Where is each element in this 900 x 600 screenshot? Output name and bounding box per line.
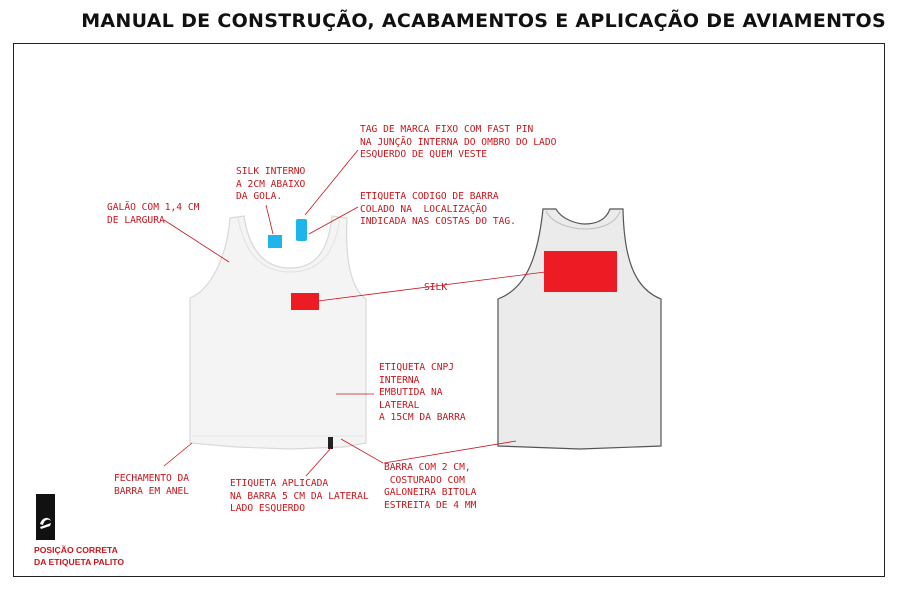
annotation-etiqueta-aplicada: ETIQUETA APLICADA NA BARRA 5 CM DA LATERAL LADO ESQUERDO <box>230 478 369 514</box>
palito-label-swatch <box>36 494 55 540</box>
hem-label-mark <box>328 437 333 449</box>
front-silk-mark <box>291 293 319 310</box>
annotation-silk: SILK <box>424 282 448 293</box>
annotation-galao: GALÃO COM 1,4 CM DE LARGURA <box>107 202 200 226</box>
back-silk-mark <box>544 251 617 292</box>
page-title: MANUAL DE CONSTRUÇÃO, ACABAMENTOS E APLICAÇÃO DE AVIAMENTOS <box>81 10 886 32</box>
annotation-barra: BARRA COM 2 CM, COSTURADO COM GALONEIRA BITOLA ESTREITA DE 4 MM <box>384 462 477 511</box>
annotation-tag-marca: TAG DE MARCA FIXO COM FAST PIN NA JUNÇÃO INTERNA DO OMBRO DO LADO ESQUERDO DE QUEM VESTE <box>360 124 557 160</box>
front-tank-top <box>190 216 366 449</box>
silk-interno-mark <box>268 235 282 248</box>
back-tank-top <box>498 209 661 449</box>
brand-tag-mark <box>296 219 307 241</box>
annotation-etiqueta-codigo-barra: ETIQUETA CODIGO DE BARRA COLADO NA LOCALIZAÇÃO INDICADA NAS COSTAS DO TAG. <box>360 191 516 227</box>
annotation-etiqueta-cnpj: ETIQUETA CNPJ INTERNA EMBUTIDA NA LATERAL A 15CM DA BARRA <box>379 362 466 423</box>
legend-caption: POSIÇÃO CORRETA DA ETIQUETA PALITO <box>34 545 125 567</box>
annotation-silk-interno: SILK INTERNO A 2CM ABAIXO DA GOLA. <box>236 166 306 202</box>
annotation-fechamento: FECHAMENTO DA BARRA EM ANEL <box>114 473 190 497</box>
brand-logo-icon <box>36 494 55 540</box>
